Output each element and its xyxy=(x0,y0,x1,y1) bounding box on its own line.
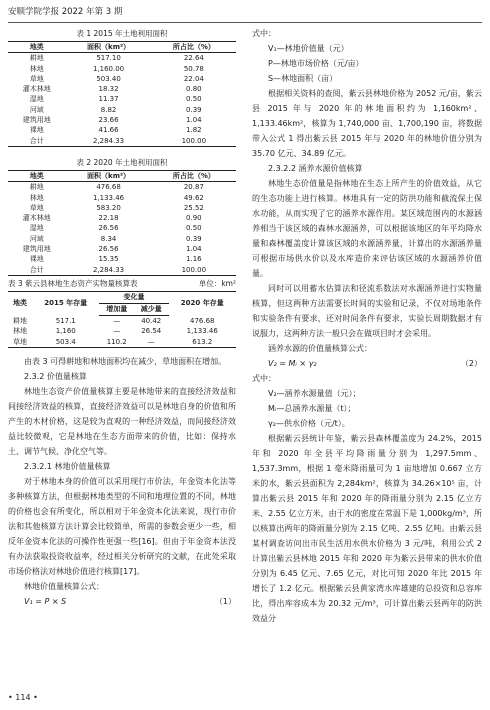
paragraph: 对于林地本身的价值可以采用现行市价法，年金资本化法等多种核算方法，但根据林地类型的不同和地理位置的不同，林地的价格也会有所变化，所以相对于年金资本化法来说，现行市价法和其他核算方法计算会比较简单，所需的参数会更少一些，相反年金资本化法的可操作性更强一些[16]。但由于年金资本法没有办法获取投资收益率，经过相关分析研究的文献，在此处采取市场价格法对林地价值进行核算[17]。 xyxy=(8,476,236,576)
paragraph: 林地生态资产价值量核算主要是林地带来的直接经济效益和间接经济效益的核算，直接经济效益可以是林地自身的价值和所产生的木材价格，这是较为直观的一种经济效益，而间接经济效益比较微观，它是林地在生态方面带来的价值，比如：保持水土、调节气候、净化空气等。 xyxy=(8,386,236,456)
table-row xyxy=(8,64,236,74)
table3-col-land: 地类 xyxy=(8,291,32,315)
table-row xyxy=(8,254,236,264)
table-cell: 22.64 xyxy=(183,54,204,63)
page-number: • 114 • xyxy=(8,693,38,702)
table-cell: 0.50 xyxy=(186,95,202,104)
paragraph: 涵养水源的价值量核算公式： xyxy=(268,344,372,353)
table-row xyxy=(8,182,236,193)
table-cell: 裸地 xyxy=(29,126,44,135)
paragraph: 同时可以用蓄水估算法和径流系数法对水源涵养进行实物量核算，但这两种方法需要长时间的实验和记录，不仅对场地条件和实验条件有要求，还对时间条件有要求，实验长周期数据才有说服力，这两种方法一般只会在做项目时才会采用。 xyxy=(252,284,482,338)
table-cell: 2,284.33 xyxy=(65,265,151,276)
table-cell: 裸地 xyxy=(29,255,44,264)
table1 xyxy=(8,41,236,147)
table-cell: 20.87 xyxy=(183,183,204,192)
table-cell: 8.82 xyxy=(100,105,117,114)
paragraph: 由表 3 可得耕地和林地面积均在减少，草地面积在增加。 xyxy=(24,356,227,366)
paragraph: 根据相关资料的查阅，紫云县林地价格为 2052 元/亩，紫云县 2015 年与 2020 年的林地面积约为 1,160km²、1,133.46km²，核算为 1,740,000 亩、1,700,190 亩，将数据带入公式 1 得出紫云县 2015 年与 2020 年的林地价值分别为 35.70 亿元、34.89 亿元。 xyxy=(252,89,482,158)
table-cell: 583.20 xyxy=(96,203,121,212)
definition-line: P—林地市场价格（元/亩） xyxy=(268,59,364,68)
table-cell: 49.62 xyxy=(183,193,204,202)
formula-2-expr: V₂ = Mᵢ × γ₂ xyxy=(268,359,317,368)
table3-col-inc: 增加量 xyxy=(99,303,134,315)
table1-header-cell: 所占比（%） xyxy=(152,42,236,53)
table-cell: 1,133.46 xyxy=(186,327,218,336)
definition-line: V₂—涵养水源量值（元）； xyxy=(268,389,361,398)
table-cell: — xyxy=(113,316,121,325)
table-cell: 灌木林地 xyxy=(22,85,51,94)
table-row xyxy=(8,125,236,135)
table-cell: 22.18 xyxy=(98,214,119,223)
table-cell: 林地 xyxy=(13,327,27,336)
table-cell: 517.1 xyxy=(55,316,76,325)
table-cell: — xyxy=(134,337,169,348)
table-row xyxy=(8,84,236,94)
table-cell: 0.39 xyxy=(186,234,202,243)
table-cell: 11.37 xyxy=(98,95,119,104)
table-row xyxy=(8,265,236,276)
table-cell: 476.68 xyxy=(96,183,121,192)
table3-col-change: 变化量 xyxy=(99,291,168,303)
table-cell: 1.04 xyxy=(186,116,202,125)
right-column xyxy=(252,26,482,626)
table2-header-cell: 面积（km²） xyxy=(65,170,151,181)
table-cell: 18.32 xyxy=(98,85,119,94)
table-row xyxy=(8,315,236,326)
table-cell: 湿地 xyxy=(29,224,44,233)
table-cell: 100.00 xyxy=(152,136,236,147)
table-row xyxy=(8,74,236,84)
table1-caption: 表 1 2015 年土地利用面积 xyxy=(76,29,168,38)
table-row xyxy=(8,203,236,213)
table-cell: 100.00 xyxy=(152,265,236,276)
table-row xyxy=(8,223,236,233)
table-cell: 476.68 xyxy=(190,316,215,325)
table-row xyxy=(8,244,236,254)
table-cell: 林地 xyxy=(29,64,44,73)
table-cell: 草地 xyxy=(29,203,44,212)
table-cell: 建筑用地 xyxy=(22,116,51,125)
table-cell: 41.66 xyxy=(98,126,119,135)
table-cell: 1.16 xyxy=(186,255,202,264)
table2-header-cell: 所占比（%） xyxy=(152,170,236,181)
table-row xyxy=(8,136,236,147)
table-cell: 0.50 xyxy=(186,224,202,233)
table-cell: 613.2 xyxy=(169,337,236,348)
table-cell: 耕地 xyxy=(29,54,44,63)
table-row xyxy=(8,53,236,64)
table2-caption: 表 2 2020 年土地利用面积 xyxy=(76,157,168,167)
running-header: 安顺学院学报 2022 年第 3 期 xyxy=(8,5,482,23)
table-cell: 合计 xyxy=(8,265,65,276)
table3-caption: 表 3 紫云县林地生态资产实物量核算表 xyxy=(8,278,138,288)
table-cell: 40.42 xyxy=(141,316,162,325)
table-cell: 23.66 xyxy=(98,116,119,125)
table3 xyxy=(8,291,236,348)
table-cell: 503.40 xyxy=(96,74,121,83)
table-cell: 1.04 xyxy=(186,245,202,254)
formula-1-number: （1） xyxy=(214,596,236,606)
table-cell: 0.39 xyxy=(186,105,202,114)
table-row xyxy=(8,326,236,336)
definition-line: Mᵢ—总涵养水源量（t）； xyxy=(268,404,356,413)
table-cell: 灌木林地 xyxy=(22,214,51,223)
table3-unit: 单位：km² xyxy=(198,278,236,288)
table-row xyxy=(8,115,236,125)
table3-col-dec: 减少量 xyxy=(134,303,169,315)
table-cell: 1,160.00 xyxy=(92,64,125,73)
table-cell: — xyxy=(113,327,121,336)
table3-caption-row xyxy=(8,278,236,289)
table-cell: 草地 xyxy=(29,74,44,83)
table-row xyxy=(8,94,236,104)
table-row xyxy=(8,193,236,203)
section-heading-2-3-2: 2.3.2 价值量核算 xyxy=(24,371,87,381)
paragraph: 根据紫云县统计年鉴，紫云县森林覆盖度为 24.2%，2015 年和 2020 年全县平均降雨量分别为 1,297.5mm、1,537.3mm，根据 1 毫米降雨量可为 1 亩地增加 0.667 立方米的水，紫云县面积为 2,284km²，核算为 34.26×10⁵ 亩，计算出紫云县 2015 年和 2020 年的降雨量分别为 2.15 亿立方米、2.55 亿立方米，由于水的密度在常温下是 1,000kg/m³，所以核算出两年的降雨量分别为 2.15 亿吨、2.55 亿吨。由紫云县某村调查访问出市民生活用水供水价格为 3 元/吨，利用公式 2 计算出紫云县林地 2015 年和 2020 年为紫云县带来的供水价值分别为 6.45 亿元、7.65 亿元，对比可知 2020 年比 2015 年增长了 1.2 亿元。根据紫云县黄家湾水库雄建的总投资和总容库比，得出库容成本为 20.32 元/m³，可计算出紫云县两年的防洪效益分 xyxy=(252,434,482,623)
formula-1-expr: V₁ = P × S xyxy=(24,596,67,606)
table-cell: 26.56 xyxy=(98,245,119,254)
table-cell: 0.80 xyxy=(186,85,202,94)
table3-col-2015: 2015 年存量 xyxy=(32,291,99,315)
table-row xyxy=(8,213,236,223)
formula-1 xyxy=(8,594,236,609)
section-heading-2-3-2-2: 2.3.2.2 涵养水源价值核算 xyxy=(268,164,363,173)
table-cell: 25.52 xyxy=(183,203,204,212)
table2 xyxy=(8,170,236,276)
table-cell: 15.35 xyxy=(98,255,119,264)
paragraph: 林地生态价值量是指林地在生态上所产生的价值效益，从它的生态功能上进行核算。林地具有一定的防洪功能和截流保土保水功能，从而实现了它的涵养水源作用。某区域范围内的水源涵养相当于该区域的森林水源涵养，可以根据该地区的年平均降水量和森林覆盖度计算该区域的水源涵养量，计算出的水源涵养量可根据市场供水价以及水库造价来评估该区域的水源涵养价值量。 xyxy=(252,179,482,278)
formula-2-number: （2） xyxy=(460,359,482,368)
table-cell: 建筑用地 xyxy=(22,245,51,254)
table-cell: 503.4 xyxy=(32,337,99,348)
table-cell: 50.78 xyxy=(183,64,204,73)
table-cell: 2,284.33 xyxy=(65,136,151,147)
table1-header-cell: 面积（km²） xyxy=(65,42,151,53)
table-cell: 湿地 xyxy=(29,95,44,104)
table3-col-2020: 2020 年存量 xyxy=(169,291,236,315)
table-cell: 河域 xyxy=(29,234,44,243)
table-cell: 1,133.46 xyxy=(92,193,125,202)
table-row xyxy=(8,337,236,348)
table2-header-cell: 地类 xyxy=(8,170,65,181)
text-line: 式中： xyxy=(252,29,276,38)
definition-line: S—林地面积（亩） xyxy=(268,74,338,83)
text-line: 式中： xyxy=(252,374,276,383)
table-cell: 0.90 xyxy=(186,214,202,223)
table-cell: 1.82 xyxy=(186,126,202,135)
table-cell: 517.10 xyxy=(96,54,121,63)
table-row xyxy=(8,105,236,115)
table-cell: 26.56 xyxy=(98,224,119,233)
table-cell: 林地 xyxy=(29,193,44,202)
definition-line: V₁—林地价值量（元） xyxy=(268,44,349,53)
table-cell: 耕地 xyxy=(13,316,27,325)
definition-line: γ₂—供水价格（元/t）。 xyxy=(268,419,350,428)
table-cell: 1,160 xyxy=(55,327,76,336)
table-cell: 8.34 xyxy=(100,234,117,243)
table-cell: 合计 xyxy=(8,136,65,147)
table-cell: 草地 xyxy=(8,337,32,348)
table-cell: 耕地 xyxy=(29,183,44,192)
paragraph: 林地价值量核算公式： xyxy=(24,581,104,591)
table-cell: 26.54 xyxy=(141,327,162,336)
table1-header-cell: 地类 xyxy=(8,42,65,53)
formula-2 xyxy=(252,356,482,371)
table-cell: 22.04 xyxy=(183,74,204,83)
table-cell: 110.2 xyxy=(99,337,134,348)
table-row xyxy=(8,234,236,244)
section-heading-2-3-2-1: 2.3.2.1 林地价值量核算 xyxy=(24,461,111,471)
left-column xyxy=(8,26,236,609)
table-cell: 河域 xyxy=(29,105,44,114)
